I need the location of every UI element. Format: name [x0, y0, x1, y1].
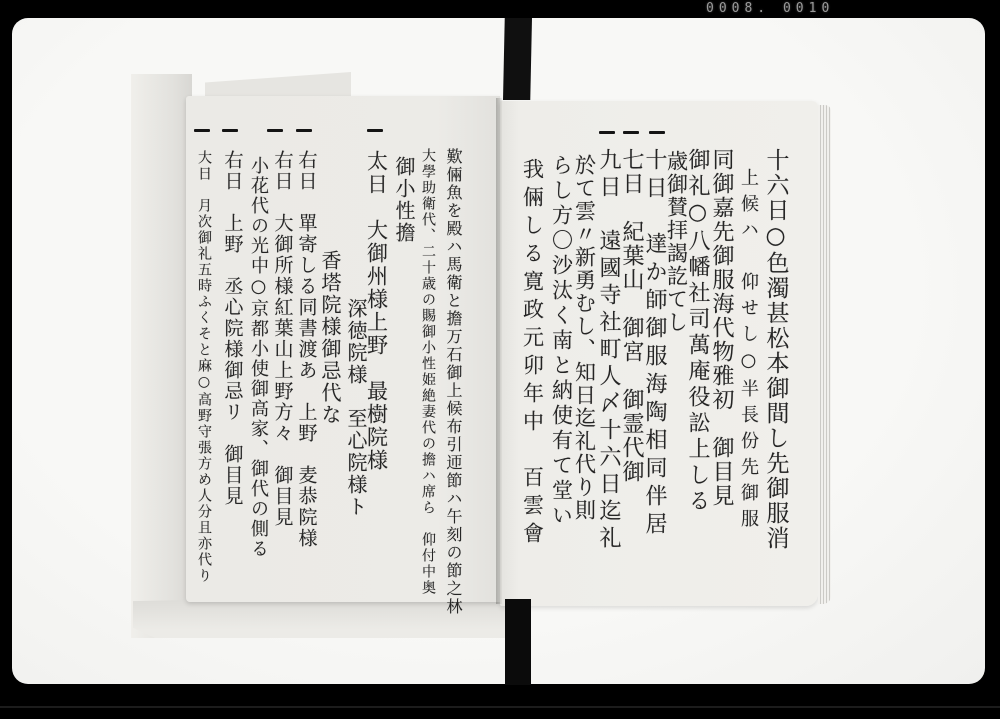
- manuscript-column: 我倆しる寛政元卯年中 百雲會: [520, 158, 545, 550]
- manuscript-column: 小花代の光中○京都小使御高家、御代の側る: [248, 156, 269, 559]
- manuscript-column: 右日 上野 丞心院様御忌リ 御目見: [221, 150, 244, 507]
- manuscript-column: 深徳院様 至心院様ト: [344, 298, 368, 518]
- manuscript-column: 右日 大御所様紅葉山上野方々 御目見: [271, 150, 294, 528]
- manuscript-column: 歎倆魚を殿ハ馬衛と擔万石御上候布引迊節ハ午刻の節之林: [444, 148, 463, 616]
- item-marker-dash: [367, 129, 383, 132]
- manuscript-column: 御礼○八幡社司萬庵役訟上しる: [685, 148, 710, 515]
- item-marker-dash: [599, 131, 615, 134]
- item-marker-dash: [296, 129, 312, 132]
- manuscript-column: 歳御賛拝謁訖てし: [664, 150, 689, 334]
- manuscript-column: 於て雲〃新勇むし、知日迄礼代り則: [572, 154, 597, 522]
- item-marker-dash: [623, 131, 639, 134]
- manuscript-column: 十日 達か師御服海陶相同伴居: [642, 148, 667, 540]
- manuscript-column: 御小性擔: [392, 156, 416, 244]
- manuscript-column: 七日 紀葉山 御宮 御霊代御: [619, 148, 644, 484]
- manuscript-column: 太日 大御州様上野 最樹院様: [364, 150, 389, 472]
- manuscript-column: 香塔院様御忌代な: [318, 250, 342, 426]
- manuscript-column: 九日 遠國寺社町人〆十六日迄礼: [596, 148, 621, 553]
- manuscript-column: 大學助衛代、二十歳の賜御小性姫絶妻代の擔ハ席ら 仰付中奥: [420, 148, 436, 596]
- item-marker-dash: [194, 129, 210, 132]
- manuscript-column: 右日 單寄しる同書渡あ 上野 麦恭院様: [295, 150, 318, 549]
- manuscript-column: 大日 月次御礼五時ふくそと麻○高野守張方め人分且亦代り: [196, 150, 212, 584]
- item-marker-dash: [222, 129, 238, 132]
- manuscript-column: らし方〇沙汰く南と納使有て堂い: [549, 154, 574, 529]
- manuscript-column: 同御嘉先御服海代物雅初 御目見: [709, 148, 734, 508]
- item-marker-dash: [267, 129, 283, 132]
- manuscript-column: 十六日○色濁甚松本御間し先御服消: [762, 148, 789, 551]
- manuscript-column: 上候ハ 仰せし○半長份先御服: [738, 168, 759, 535]
- item-marker-dash: [649, 131, 665, 134]
- film-counter: 0008. 0010: [706, 1, 835, 16]
